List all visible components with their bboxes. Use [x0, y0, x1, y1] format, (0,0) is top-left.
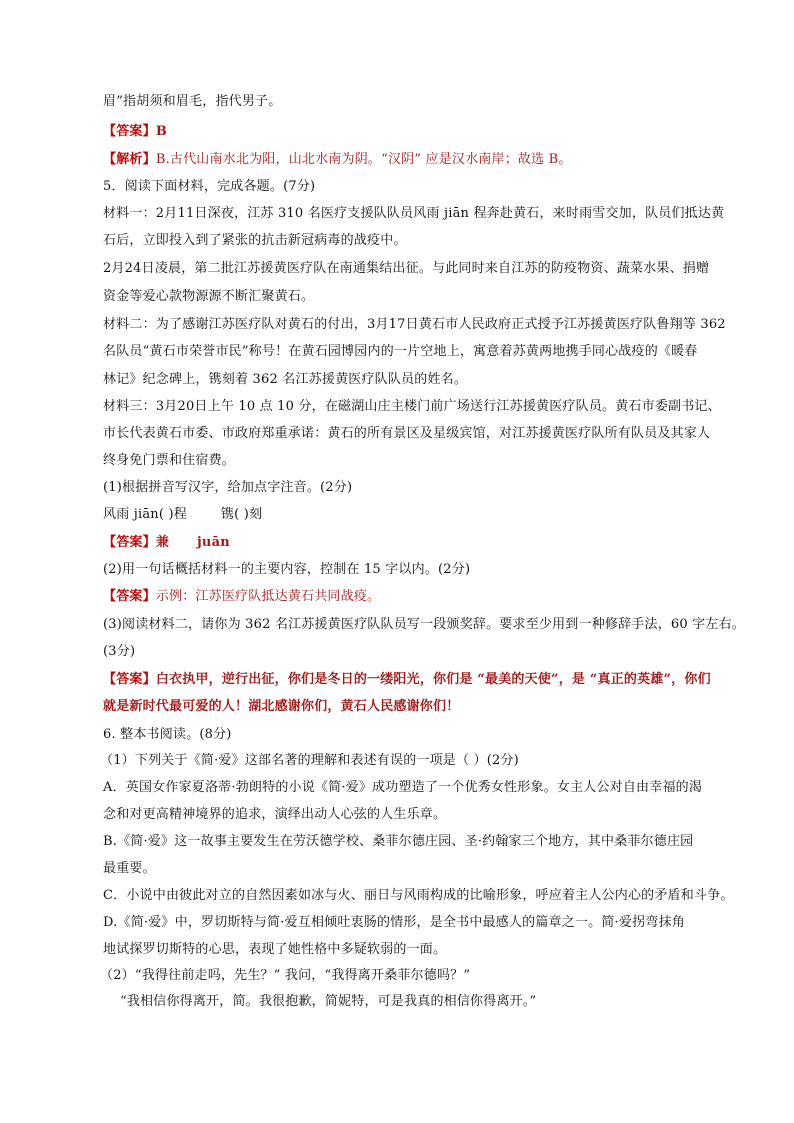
fill-blank-line: [103, 506, 724, 524]
text-line: 名队员“黄石市荣誉市民”称号！在黄石园博园内的一片空地上，寓意着苏黄两地携手同心战疫的《暖春: [103, 344, 698, 359]
sub-question: (3)阅读材料二，请你为 362 名江苏援黄医疗队队员写一段颁奖辞。要求至少用到一种修辞手法，60 字左右。: [103, 617, 745, 632]
text-line: 材料一：2月11日深夜，江苏 310 名医疗支援队队员风雨 jiān 程奔赴黄石，来时雨雪交加，队员们抵达黄: [103, 206, 725, 221]
quote-line: “我相信你得离开，简。我很抱歉，简妮特，可是我真的相信你得离开。”: [120, 994, 537, 1009]
text-line: 终身免门票和住宿费。: [103, 453, 236, 468]
sub-question: (3分): [103, 644, 136, 659]
answer-line: [103, 123, 724, 141]
answer-continuation: 就是新时代最可爱的人！湖北感谢你们，黄石人民感谢你们！: [103, 699, 460, 714]
answer-value: juān: [197, 535, 230, 550]
analysis-line: [103, 151, 724, 169]
text-line: 2月24日凌晨，第二批江苏援黄医疗队在南通集结出征。与此同时来自江苏的防疫物资、蔬菜水果、捐赠: [103, 261, 710, 276]
text-line: 林记》纪念碑上，镌刻着 362 名江苏援黄医疗队队员的姓名。: [103, 372, 468, 387]
blank-item-1: 风雨 jiān( )程: [103, 507, 187, 522]
answer-value: B: [155, 124, 168, 139]
answer-tag: 【答案】: [103, 589, 156, 604]
answer-value: 兼: [155, 535, 170, 550]
answer-value: 示例：江苏医疗队抵达黄石共同战疫。: [155, 589, 381, 604]
option-b: B.《简·爱》这一故事主要发生在劳沃德学校、桑菲尔德庄园、圣·约翰家三个地方，其中桑菲尔德庄园: [103, 834, 694, 849]
option-a: A．英国女作家夏洛蒂·勃朗特的小说《简·爱》成功塑造了一个优秀女性形象。女主人公对自由幸福的渴: [103, 780, 703, 795]
answer-tag: 【答案】: [103, 124, 156, 139]
analysis-tag: 【解析】: [103, 152, 156, 167]
sub-question: （1）下列关于《简·爱》这部名著的理解和表述有误的一项是（ ）(2分): [100, 753, 519, 768]
question-heading: 6. 整本书阅读。(8分): [103, 727, 232, 742]
sub-question: (1)根据拼音写汉字，给加点字注音。(2分): [103, 480, 353, 495]
text-line: 材料二：为了感谢江苏医疗队对黄石的付出，3月17日黄石市人民政府正式授予江苏援黄医疗队鲁翔等 362: [103, 317, 726, 332]
answer-line: [103, 588, 724, 606]
text-line: 材料三：3月20日上午 10 点 10 分，在磁湖山庄主楼门前广场送行江苏援黄医疗队员。黄石市委副书记、: [103, 399, 721, 414]
text-line: 资金等爱心款物源源不断汇聚黄石。: [103, 289, 315, 304]
option-a-continuation: 念和对更高精神境界的追求，演绎出动人心弦的人生乐章。: [103, 807, 447, 822]
option-d: D.《简·爱》中，罗切斯特与简·爱互相倾吐衷肠的情形，是全书中最感人的篇章之一。简·爱拐弯抹角: [103, 915, 685, 930]
question-heading: 5．阅读下面材料，完成各题。(7分): [103, 179, 316, 194]
answer-line: [103, 671, 724, 689]
option-d-continuation: 地试探罗切斯特的心思，表现了她性格中多疑软弱的一面。: [103, 942, 447, 957]
option-b-continuation: 最重要。: [103, 861, 156, 876]
blank-item-2: 镌( )刻: [220, 507, 263, 522]
answer-line: [103, 534, 724, 552]
sub-question: (2)用一句话概括材料一的主要内容，控制在 15 字以内。(2分): [103, 562, 471, 577]
text-line: 眉”指胡须和眉毛，指代男子。: [103, 94, 282, 109]
answer-tag: 【答案】: [103, 672, 156, 687]
quote-line: （2）“我得往前走吗，先生？” 我问，“我得离开桑菲尔德吗？”: [100, 968, 471, 983]
answer-tag: 【答案】: [103, 535, 156, 550]
text-line: 市长代表黄石市委、市政府郑重承诺：黄石的所有景区及星级宾馆，对江苏援黄医疗队所有队员及其家人: [103, 426, 711, 441]
answer-value: 白衣执甲，逆行出征，你们是冬日的一缕阳光，你们是 “最美的天使”，是 “真正的英雄”，你们: [155, 672, 711, 687]
option-c: C．小说中由彼此对立的自然因素如冰与火、丽日与风雨构成的比喻形象，呼应着主人公内心的矛盾和斗争。: [103, 888, 734, 903]
text-line: 石后，立即投入到了紧张的抗击新冠病毒的战疫中。: [103, 233, 407, 248]
analysis-text: B.古代山南水北为阳，山北水南为阴。“汉阴” 应是汉水南岸；故选 B。: [155, 152, 572, 167]
